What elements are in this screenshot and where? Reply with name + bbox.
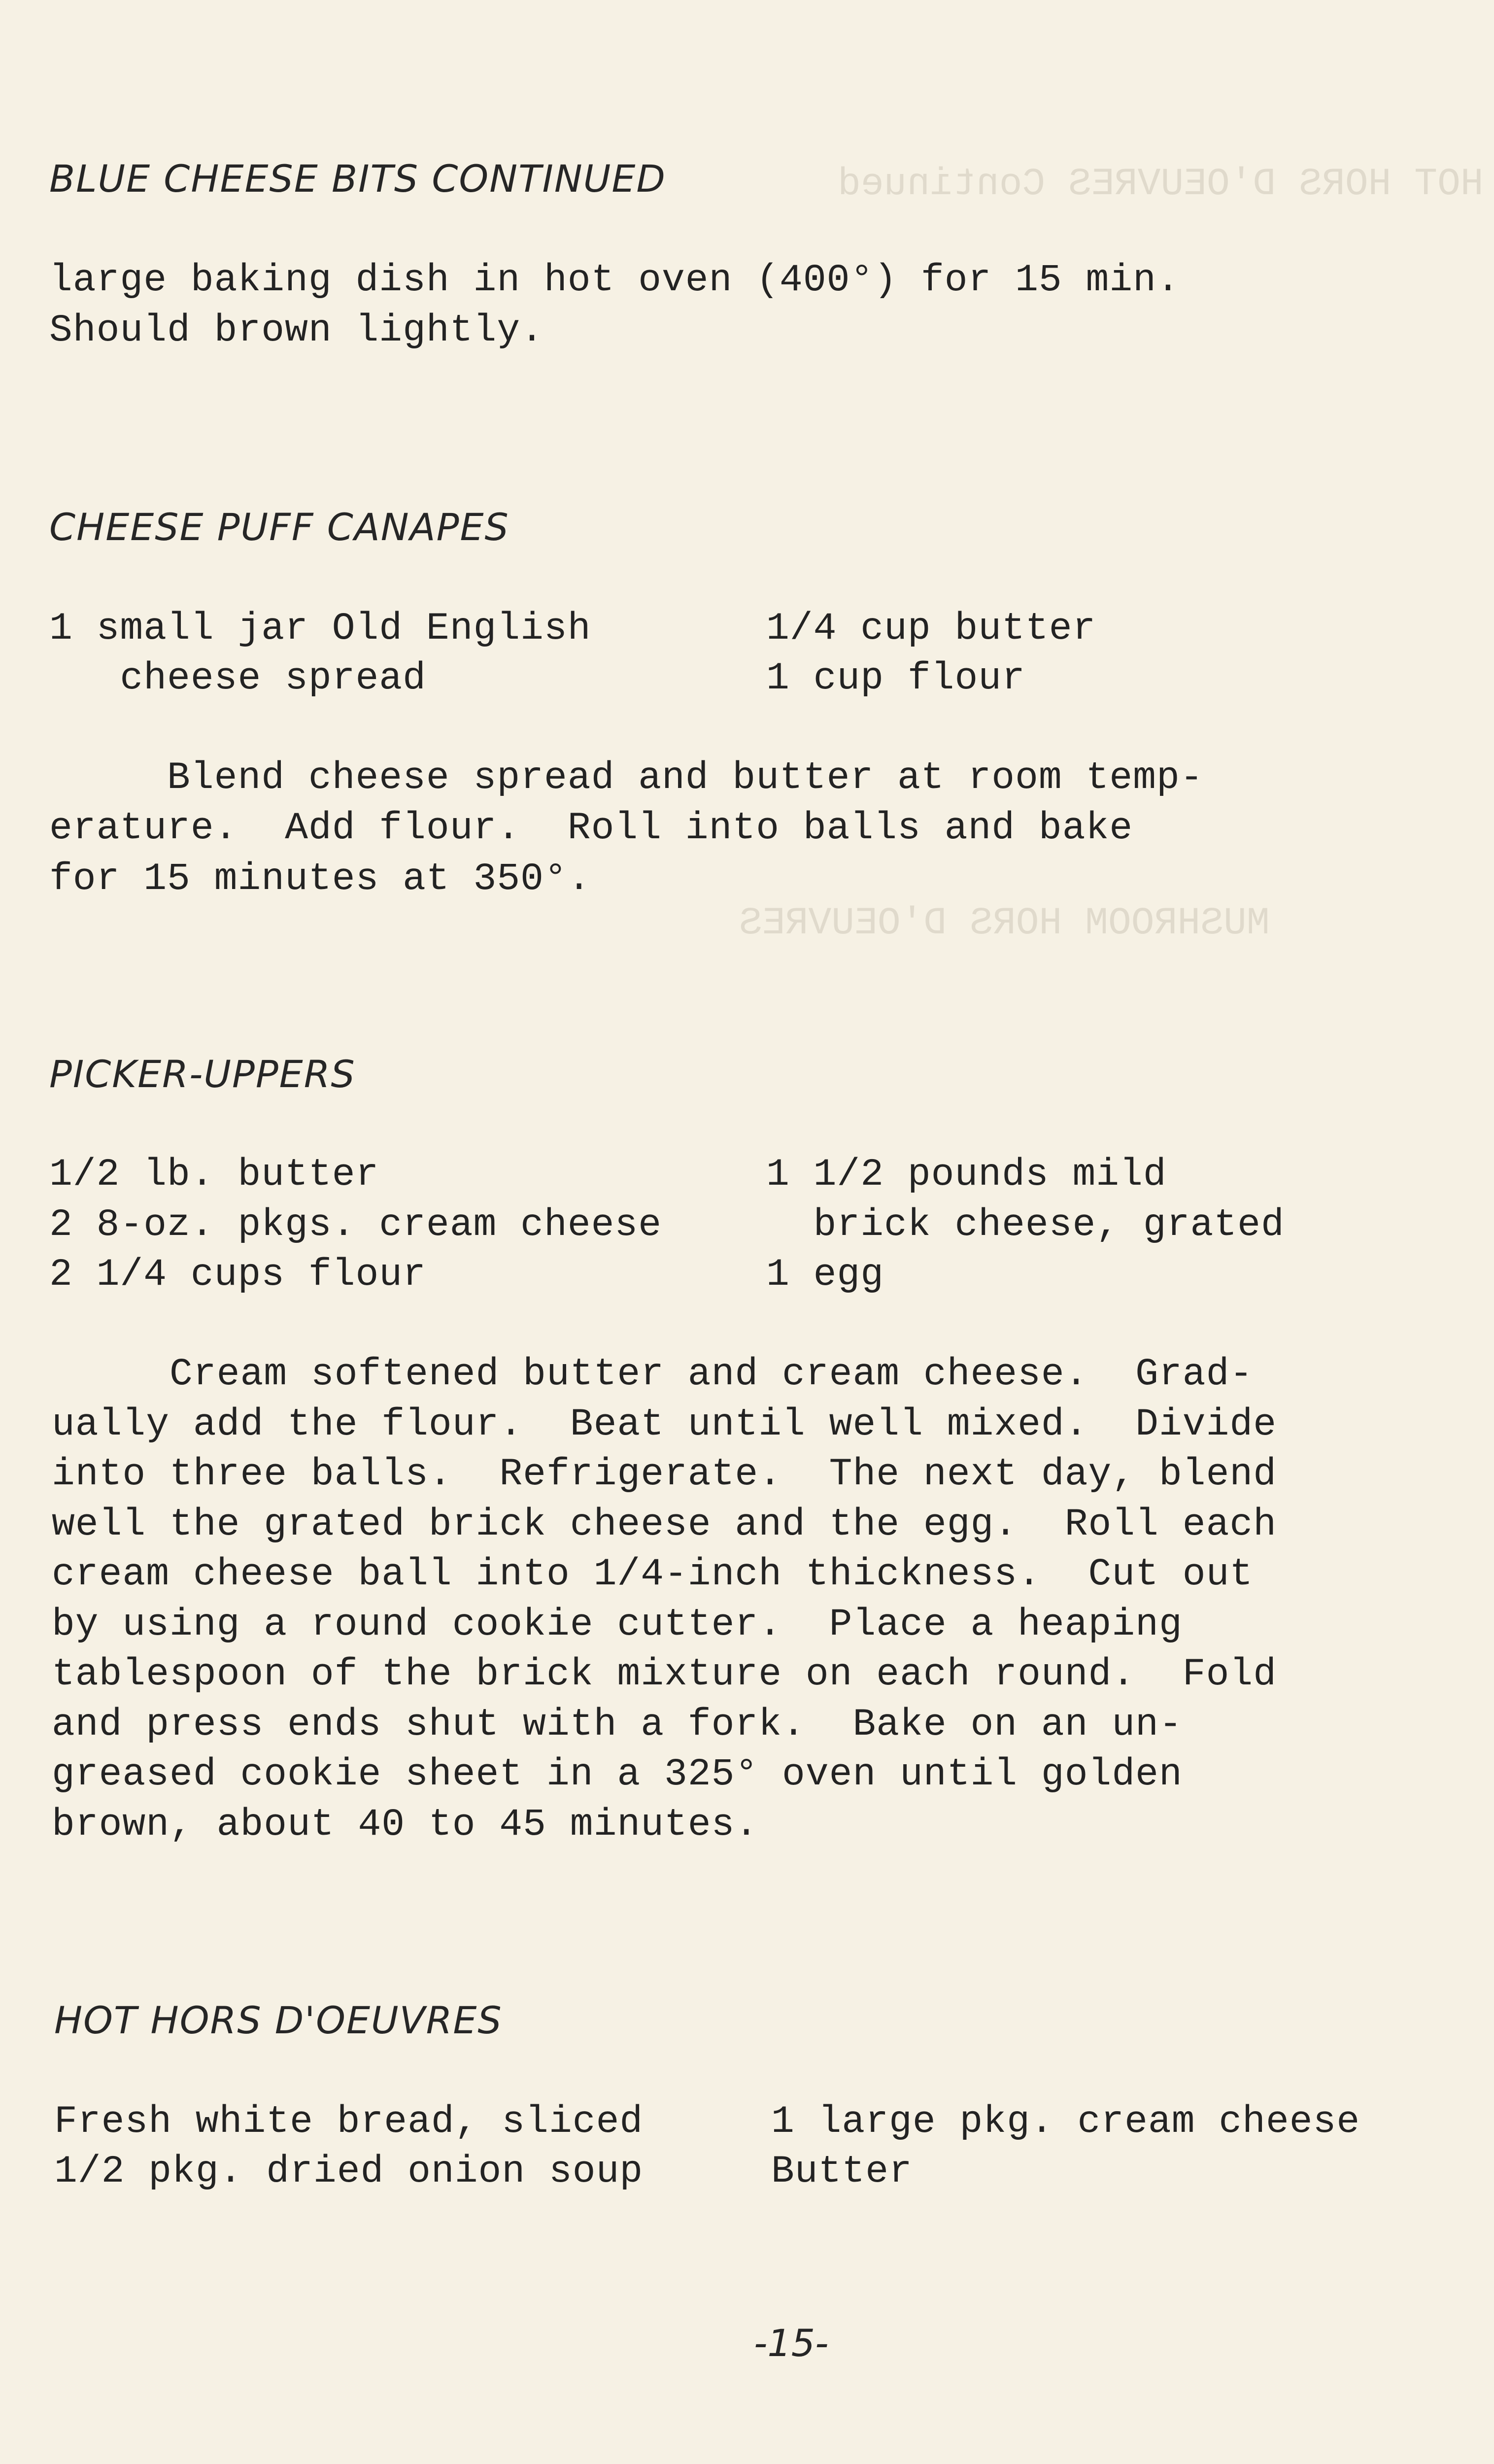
body-line: greased cookie sheet in a 325° oven until golden (52, 1753, 1183, 1796)
body-line: and press ends shut with a fork. Bake on an un- (52, 1703, 1183, 1746)
ingredient-right: Butter (771, 2150, 913, 2193)
section-title-hot-hors-doeuvres: HOT HORS D'OEUVRES (54, 1998, 503, 2042)
ingredient-left: 2 1/4 cups flour (49, 1253, 426, 1297)
body-line: for 15 minutes at 350°. (49, 857, 591, 901)
ingredient-left: Fresh white bread, sliced (54, 2100, 644, 2144)
section-title-cheese-puff-canapes: CHEESE PUFF CANAPES (49, 505, 509, 549)
body-line: well the grated brick cheese and the egg. Roll each (52, 1503, 1277, 1546)
body-line: brown, about 40 to 45 minutes. (52, 1803, 759, 1847)
body-line: tablespoon of the brick mixture on each round. Fold (52, 1653, 1277, 1696)
ingredient-right: 1 egg (766, 1253, 884, 1297)
show-through-text: MUSHROOM HORS D'OEUVRES (739, 902, 1270, 945)
body-line: Should brown lightly. (49, 309, 544, 352)
ingredient-left: 1/2 lb. butter (49, 1153, 379, 1197)
ingredient-right: 1 large pkg. cream cheese (771, 2100, 1360, 2144)
body-line: cream cheese ball into 1/4-inch thickness. Cut out (52, 1553, 1254, 1596)
body-line: Blend cheese spread and butter at room temp- (49, 756, 1204, 800)
body-line: Cream softened butter and cream cheese. Grad- (52, 1353, 1254, 1396)
body-line: large baking dish in hot oven (400°) for 15 min. (49, 259, 1180, 302)
ingredient-right: 1 1/2 pounds mild (766, 1153, 1167, 1197)
body-line: erature. Add flour. Roll into balls and bake (49, 807, 1133, 850)
ingredient-left: cheese spread (49, 657, 426, 700)
page-number: -15- (754, 2321, 829, 2365)
ingredient-left: 2 8-oz. pkgs. cream cheese (49, 1203, 662, 1247)
ingredient-left: 1/2 pkg. dried onion soup (54, 2150, 644, 2193)
ingredient-left: 1 small jar Old English (49, 607, 591, 650)
body-line: into three balls. Refrigerate. The next day, blend (52, 1453, 1277, 1496)
body-line: by using a round cookie cutter. Place a heaping (52, 1603, 1183, 1646)
body-line: ually add the flour. Beat until well mixed. Divide (52, 1403, 1277, 1446)
section-title-picker-uppers: PICKER-UPPERS (49, 1052, 356, 1096)
section-title-blue-cheese-bits: BLUE CHEESE BITS CONTINUED (49, 157, 666, 201)
ingredient-right: 1/4 cup butter (766, 607, 1096, 650)
ingredient-right: 1 cup flour (766, 657, 1025, 700)
ingredient-right: brick cheese, grated (766, 1203, 1285, 1247)
show-through-text: HOT HORS D'OEUVRES Continued (838, 163, 1484, 206)
